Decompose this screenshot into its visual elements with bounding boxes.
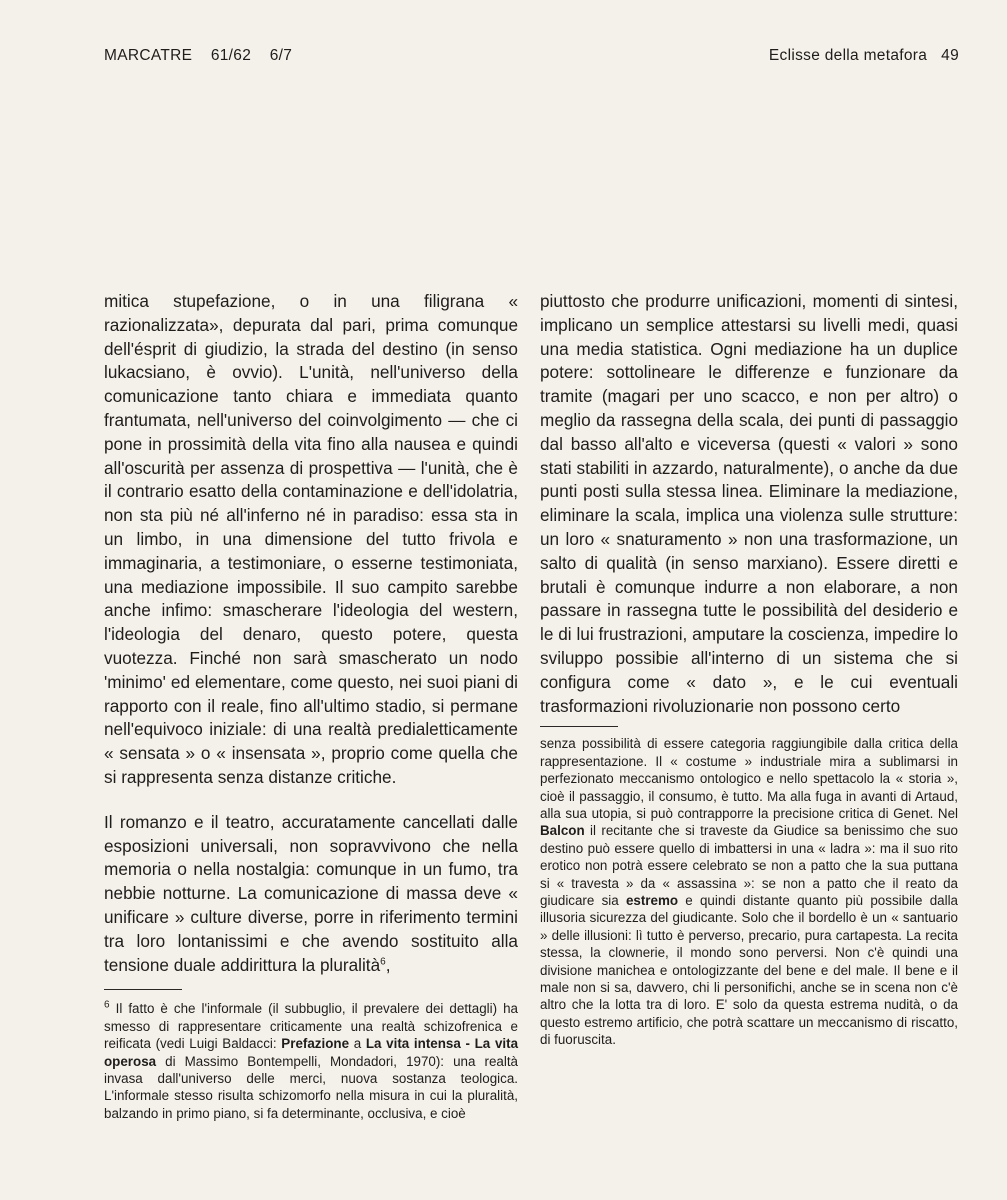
left-column <box>104 290 518 1122</box>
section-title: Eclisse della metafora <box>768 47 928 64</box>
running-head <box>104 47 959 71</box>
running-head-left <box>104 47 306 65</box>
footnote-left-text-2: a <box>349 1036 366 1052</box>
footnote-right-text-3: e quindi distante quanto più possibile dalla illusoria sicurezza del giudicante. Solo che il bordello è un « santuario » delle illusioni: lì tutto è perverso, precario, pura cartapesta. La recita stessa, la clownerie, il mondo sono perversi. Non c'è quindi una divisione manichea e ontologizzante del bene e del male. Il bene e il male non si sa, davvero, chi li personifichi, anche se in scena non c'è altro che la lotta tra di loro. E' solo da questa estrema nudità, o da questo estremo artificio, che potrà scattare un meccanismo di riscatto, di fuoruscita. <box>540 893 958 1048</box>
footnote-right-text-2: il recitante che si traveste da Giudice sa benissimo che suo destino può essere quello di imbattersi in una « ladra »: ma il suo rito erotico non potrà essere celebrato se non a patto che la sua puttana si « travesta » da « assassina »: se non a patto che il reato da giudicare sia <box>540 823 958 908</box>
footnote-right-bold-1: Balcon <box>540 823 585 839</box>
left-paragraph-1: mitica stupefazione, o in una filigrana « razionalizzata», depurata dal pari, prima comunque dell'ésprit di giudizio, la strada del destino (in senso lukacsiano, è ovvio). L'unità, nell'universo della comunicazione tanto chiara e immediata quanto frantumata, nell'universo del coinvolgimento — che ci pone in prossimità della vita fino alla nausea e quindi all'oscurità per assenza di prospettiva — l'unità, che è il contrario esatto della contaminazione e dell'idolatria, non sta più né all'inferno né in paradiso: essa sta in un limbo, in una dimensione del tutto frivola e immaginaria, a testimoniare, o esserne testimoniata, una mediazione impossibile. Il suo campito sarebbe anche infimo: smascherare l'ideologia del western, l'ideologia del denaro, questo potere, questa vuotezza. Finché non sarà smascherato un nodo 'minimo' ed elementare, come questo, nei suoi piani di rapporto con il reale, fino all'ultimo stadio, si permane nell'equivoco iniziale: di una realtà predialetticamente « sensata » o « insensata », proprio come quella che si rappresenta senza distanze critiche. <box>104 291 518 787</box>
left-paragraph-2-text: Il romanzo e il teatro, accuratamente cancellati dalle esposizioni universali, non sopravvivono che nella memoria o nella nostalgia: comunque in un fumo, tra nebbie notturne. La comunicazione di massa deve « unificare » culture diverse, porre in riferimento termini tra loro lontanissimi e che avendo sostituito alla tensione duale addirittura la pluralità <box>104 811 518 975</box>
footnote-left-text-1: Il fatto è che l'informale (il subbuglio, il prevalere dei dettagli) ha smesso di rappresentare criticamente una realtà schizofrenica e reificata (vedi Luigi Baldacci: <box>104 1001 518 1052</box>
right-column <box>540 290 958 1049</box>
journal-name: MARCATRE <box>104 47 193 64</box>
footnote-divider-right <box>540 726 618 727</box>
running-head-right <box>769 47 959 65</box>
footnote-right-bold-2: estremo <box>625 893 679 908</box>
right-paragraph-1: piuttosto che produrre unificazioni, momenti di sintesi, implicano un semplice attestarsi su livelli medi, quasi una media statistica. Ogni mediazione ha un duplice potere: sottolineare le differenze e funzionare da tramite (magari per uno scacco, e non per altro) o meglio da rassegna della scala, dei punti di passaggio dal basso all'alto e viceversa (questi « valori » sono stati stabiliti in azzardo, naturalmente), o anche da due punti posti sulla stessa linea. Eliminare la mediazione, eliminare la scala, implica una violenza sulle strutture: un loro « snaturamento » non una trasformazione, un salto di qualità (in senso marxiano). Essere diretti e brutali è comunque indurre a non elaborare, a non passare in rassegna tutte le possibilità del desiderio e le di lui frustrazioni, amputare la coscienza, impedire lo sviluppo possibie all'interno di un sistema che si configura come « dato », e le cui eventuali trasformazioni rivoluzionarie non possono certo <box>540 291 958 716</box>
footnote-left-bold-2: La vita intensa - La vita operosa <box>104 1036 519 1069</box>
footnote-left-bold-1: Prefazione <box>281 1036 350 1052</box>
footnote-right-text-1: senza possibilità di essere categoria raggiungibile dalla critica della rappresentazione. Il « costume » industriale mira a sublimarsi in perfezionato meccanismo ontologico e nello spettacolo la « storia », cioè il passaggio, il consumo, è tutto. Ma alla fuga in avanti di Artaud, alla sua utopia, si può contrapporre la precisione critica di Genet. Nel <box>540 736 958 821</box>
footnote-right <box>540 735 958 1048</box>
footnote-divider <box>104 989 182 990</box>
left-paragraph-2: Il romanzo e il teatro, accuratamente cancellati dalle esposizioni universali, non sopravvivono che nella memoria o nella nostalgia: comunque in un fumo, tra nebbie notturne. La comunicazione di massa deve « unificare » culture diverse, porre in riferimento termini tra loro lontanissimi e che avendo sostituito alla tensione duale addirittura la pluralità$^6$, <box>104 811 518 975</box>
footnote-left-text-3: di Massimo Bontempelli, Mondadori, 1970): una realtà invasa dall'universo delle merci, nuova sostanza teologica. L'informale stesso risulta schizomorfo nella misura in cui la pluralità, balzando in primo piano, si fa determinante, occlusiva, e cioè <box>104 1053 518 1121</box>
issue-number: 61/62 <box>210 47 252 64</box>
footnote-marker: 6 <box>104 999 110 1011</box>
number: 6/7 <box>269 47 293 64</box>
page-number: 49 <box>941 47 959 64</box>
footnote-left <box>104 1000 518 1122</box>
footnote-reference: 6 <box>380 955 386 967</box>
